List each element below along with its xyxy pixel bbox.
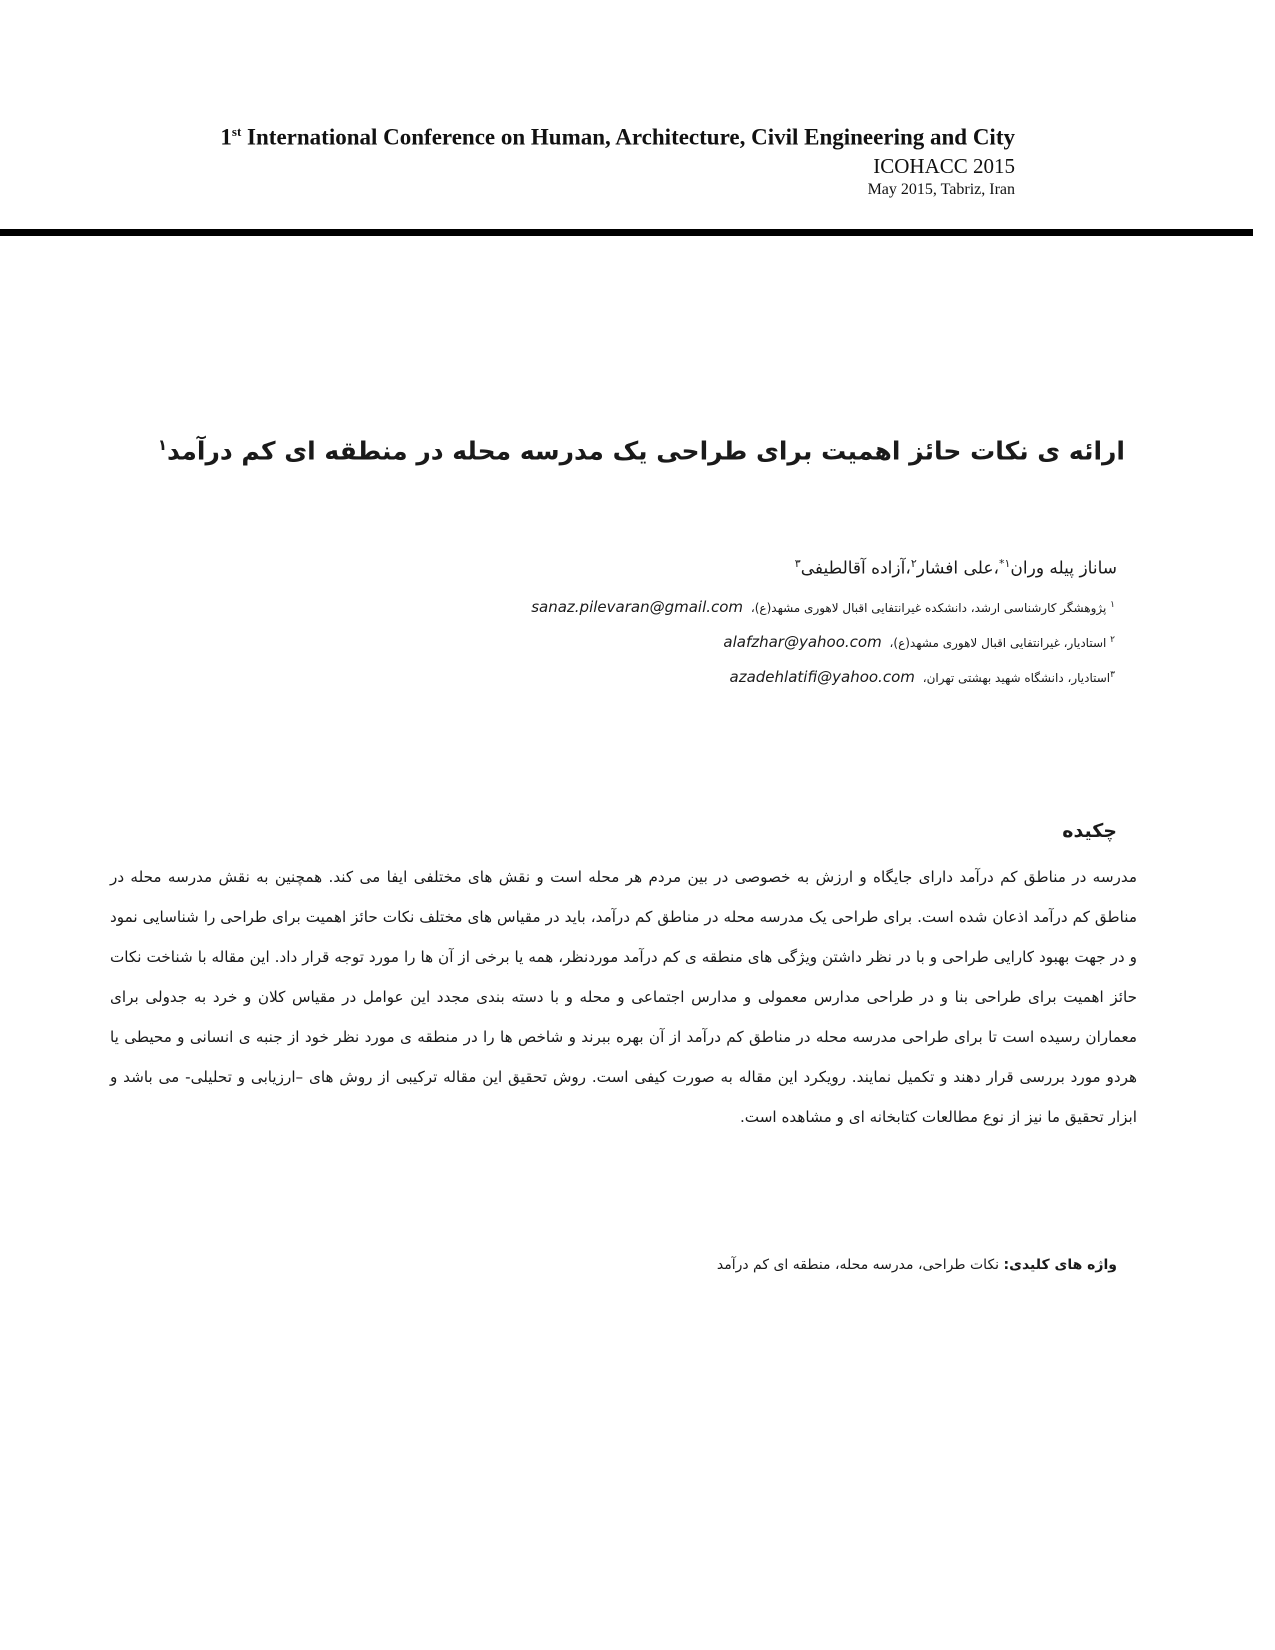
affiliation (723, 633, 1115, 651)
affiliation (531, 598, 1115, 616)
author-email[interactable]: alafzhar@yahoo.com (723, 633, 882, 651)
affiliation (730, 668, 1115, 686)
author-email[interactable]: azadehlatifi@yahoo.com (729, 668, 915, 686)
affiliation-text: استادیار، دانشگاه شهید بهشتی تهران، (922, 671, 1111, 685)
author-name: علی افشار (916, 558, 994, 579)
author-mark: ۳ (794, 557, 801, 570)
conference-venue: May 2015, Tabriz, Iran (867, 180, 1015, 198)
affiliation-text: پژوهشگر کارشناسی ارشد، دانشکده غیرانتفایی اقبال لاهوری مشهد(ع)، (750, 601, 1107, 615)
author-mark: ۲ (910, 557, 917, 570)
keywords-text: نکات طراحی، مدرسه محله، منطقه ای کم درآمد (716, 1257, 1000, 1273)
keywords-line (717, 1257, 1117, 1273)
affiliation-mark: ۲ (1110, 635, 1115, 645)
conference-title: International Conference on Human, Architecture, Civil Engineering and City (241, 124, 1015, 150)
abstract-heading: چکیده (1062, 820, 1117, 842)
affiliation-mark: ۳ (1110, 670, 1115, 680)
author-separator: ، (905, 558, 911, 579)
author-mark: ۱* (998, 557, 1011, 570)
header-divider (0, 229, 1253, 236)
author-list (795, 557, 1117, 579)
paper-title (158, 436, 1125, 465)
conference-ordinal-suffix: st (231, 124, 242, 139)
affiliation-text: استادیار، غیرانتفایی اقبال لاهوری مشهد(ع)، (889, 636, 1107, 650)
keywords-label: واژه های کلیدی: (1003, 1257, 1117, 1273)
author-name: آزاده آقالطیفی (800, 558, 906, 579)
conference-header (220, 117, 1015, 201)
paper-title-text: ارائه ی نکات حائز اهمیت برای طراحی یک مدرسه محله در منطقه ای کم درآمد (166, 436, 1125, 466)
author-separator: ، (993, 558, 999, 579)
author-email[interactable]: sanaz.pilevaran@gmail.com (531, 598, 744, 616)
title-footnote-mark: ۱ (157, 436, 167, 454)
conference-acronym: ICOHACC 2015 (873, 153, 1015, 178)
abstract-body: مدرسه در مناطق کم درآمد دارای جایگاه و ارزش به خصوصی در بین مردم هر محله است و نقش های مختلفی ایفا می کند. همچنین به نقش مدرسه محله در مناطق کم درآمد اذعان شده است. برای طراحی یک مدرسه محله در مناطق کم درآمد، باید در مقیاس های مختلف نکات حائز اهمیت برای طراحی را شناسایی نمود و در جهت بهبود کارایی طراحی و با در نظر داشتن ویژگی های منطقه ی کم درآمد موردنظر، همه یا برخی از آن ها را مورد توجه قرار داد. این مقاله با شناخت نکات حائز اهمیت برای طراحی بنا و در طراحی مدارس معمولی و مدارس اجتماعی و محله و با دسته بندی مجدد این عوامل در مقیاس کلان و خرد به جدولی برای معماران رسیده است تا برای طراحی مدرسه محله در مناطق کم درآمد از آن بهره ببرند و شاخص ها را در منطقه ی مورد نظر خود از جنبه ی انسانی و محیطی یا هردو مورد بررسی قرار دهند و تکمیل نمایند. رویکرد این مقاله به صورت کیفی است. روش تحقیق این مقاله ترکیبی از روش های –ارزیابی و تحلیلی- می باشد و ابزار تحقیق ما نیز از نوع مطالعات کتابخانه ای و مشاهده است. (110, 868, 1137, 1126)
conference-name (220, 117, 1015, 153)
conference-ordinal: 1 (220, 124, 232, 150)
author-name: ساناز پیله وران (1010, 558, 1117, 579)
affiliation-mark: ۱ (1110, 600, 1115, 610)
